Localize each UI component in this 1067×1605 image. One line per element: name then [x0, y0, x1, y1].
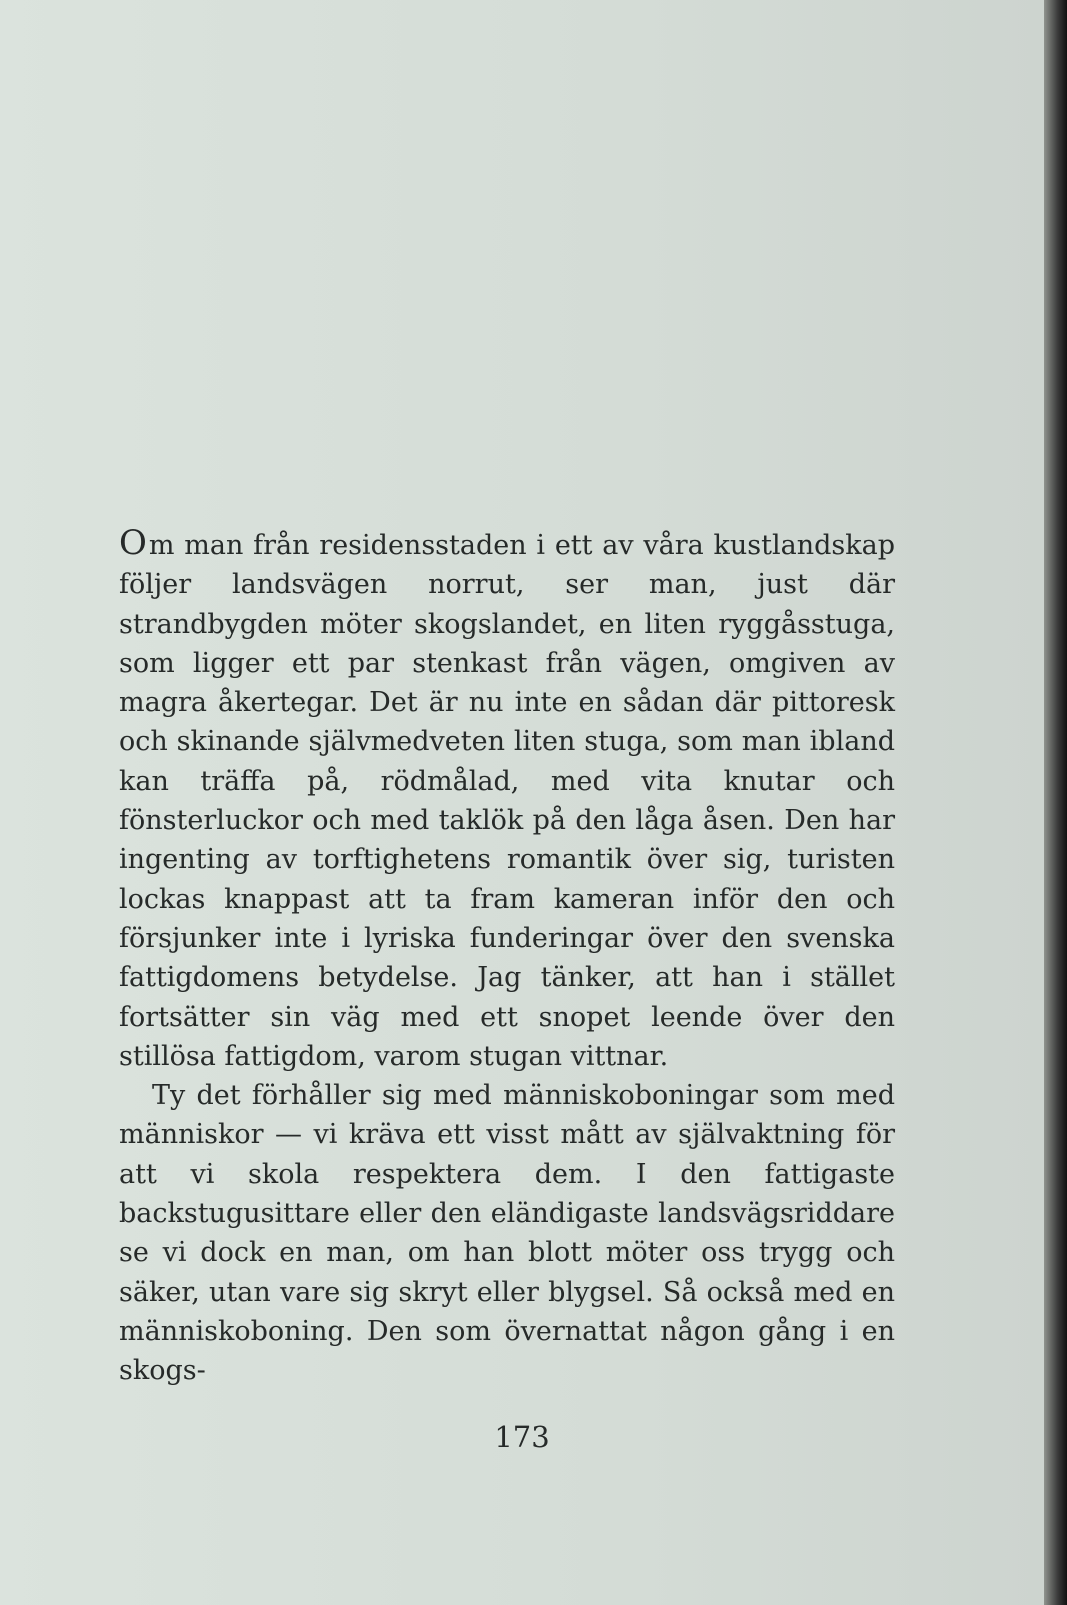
initial-letter: O	[119, 523, 147, 563]
paragraph-1	[119, 523, 895, 1076]
body-text	[119, 523, 895, 1391]
book-spine-edge	[1044, 0, 1067, 1605]
page-number: 173	[494, 1420, 550, 1454]
paragraph-2: Ty det förhåller sig med människoboningar som med människor — vi kräva ett visst mått av självaktning för att vi skola respektera dem. I den fattigaste backstugusittare eller den eländigaste landsvägsriddare se vi dock en man, om han blott möter oss trygg och säker, utan vare sig skryt eller blygsel. Så också med en människoboning. Den som övernattat någon gång i en skogs-	[119, 1080, 895, 1387]
paragraph-1-text: m man från residensstaden i ett av våra kustlandskap följer landsvägen norrut, ser man, just där strandbygden möter skogslandet, en liten ryggåsstuga, som ligger ett par stenkast från vägen, omgiven av magra åkertegar. Det är nu inte en sådan där pittoresk och skinande självmedveten liten stuga, som man ibland kan träffa på, rödmålad, med vita knutar och fönsterluckor och med taklök på den låga åsen. Den har ingenting av torftighetens romantik över sig, turisten lockas knappast att ta fram kameran inför den och försjunker inte i lyriska funderingar över den svenska fattigdomens betydelse. Jag tänker, att han i stället fortsätter sin väg med ett snopet leende över den stillösa fattigdom, varom stugan vittnar.	[119, 530, 895, 1072]
